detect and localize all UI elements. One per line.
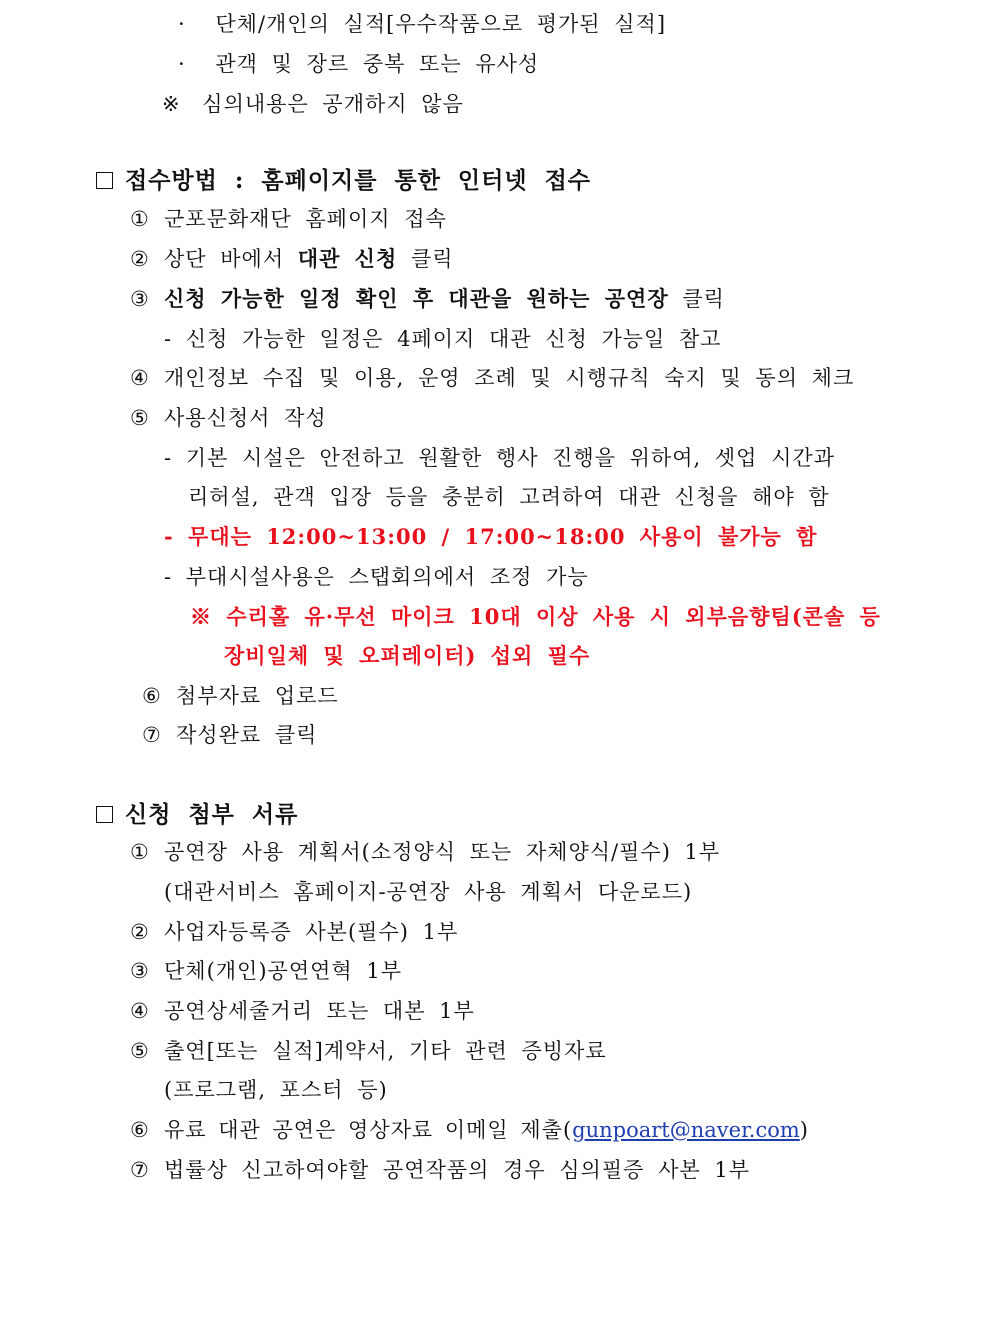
microphone-notice-cont: 장비일체 및 오퍼레이터) 섭외 필수 bbox=[224, 643, 591, 668]
section-heading-application-method bbox=[96, 162, 591, 195]
step-1 bbox=[130, 203, 447, 233]
document-item-5 bbox=[130, 1035, 607, 1065]
document-item-2 bbox=[130, 916, 458, 946]
document-item-3 bbox=[130, 955, 402, 985]
document-number: ⑤ bbox=[130, 1039, 150, 1063]
document-number: ⑦ bbox=[130, 1158, 150, 1182]
step-text: 개인정보 수집 및 이용, 운영 조례 및 시행규칙 숙지 및 동의 체크 bbox=[164, 366, 855, 390]
document-text: ) bbox=[799, 1118, 809, 1142]
step-number: ⑤ bbox=[130, 406, 150, 430]
checkbox-square-icon bbox=[96, 172, 113, 189]
criteria-text: 관객 및 장르 중복 또는 유사성 bbox=[215, 52, 540, 76]
step-number: ⑦ bbox=[142, 723, 162, 747]
step-text: 첨부자료 업로드 bbox=[176, 684, 339, 708]
step-number: ① bbox=[130, 207, 150, 231]
step-number: ③ bbox=[130, 287, 150, 311]
step-text: 사용신청서 작성 bbox=[164, 406, 327, 430]
step-text: 상단 바에서 bbox=[164, 247, 285, 271]
step-5-detail: - 기본 시설은 안전하고 원활한 행사 진행을 위하여, 셋업 시간과 bbox=[164, 446, 835, 470]
document-text: 법률상 신고하여야할 공연작품의 경우 심의필증 사본 1부 bbox=[164, 1158, 750, 1182]
bullet: · bbox=[178, 12, 186, 36]
document-text: 공연상세줄거리 또는 대본 1부 bbox=[164, 999, 475, 1023]
checkbox-square-icon bbox=[96, 806, 113, 823]
criteria-note bbox=[162, 88, 464, 118]
criteria-item bbox=[178, 48, 539, 78]
stage-restriction-notice: - 무대는 12:00~13:00 / 17:00~18:00 사용이 불가능 함 bbox=[164, 524, 818, 549]
step-text: 작성완료 클릭 bbox=[176, 723, 318, 747]
step-2 bbox=[130, 243, 454, 273]
step-number: ④ bbox=[130, 366, 150, 390]
step-text: 클릭 bbox=[682, 287, 725, 311]
step-5-detail-cont: 리허설, 관객 입장 등을 충분히 고려하여 대관 신청을 해야 함 bbox=[188, 485, 830, 509]
step-bold-text: 대관 신청 bbox=[297, 246, 398, 271]
document-text: 출연[또는 실적]계약서, 기타 관련 증빙자료 bbox=[164, 1039, 607, 1063]
document-number: ② bbox=[130, 920, 150, 944]
criteria-item bbox=[178, 8, 666, 38]
document-text: 유료 대관 공연은 영상자료 이메일 제출( bbox=[164, 1118, 573, 1142]
microphone-notice: ※ 수리홀 유·무선 마이크 10대 이상 사용 시 외부음향팀(콘솔 등 bbox=[190, 604, 881, 629]
document-number: ① bbox=[130, 840, 150, 864]
note-text: 심의내용은 공개하지 않음 bbox=[202, 92, 464, 116]
step-5-detail: - 부대시설사용은 스탭회의에서 조정 가능 bbox=[164, 565, 589, 589]
document-item-5-detail: (프로그램, 포스터 등) bbox=[164, 1078, 388, 1102]
step-number: ② bbox=[130, 247, 150, 271]
document-number: ⑥ bbox=[130, 1118, 150, 1142]
document-item-4 bbox=[130, 995, 475, 1025]
step-7 bbox=[142, 719, 317, 749]
email-link[interactable]: gunpoart@naver.com bbox=[572, 1118, 800, 1142]
document-number: ③ bbox=[130, 959, 150, 983]
step-text: 군포문화재단 홈페이지 접속 bbox=[164, 207, 447, 231]
step-text: 클릭 bbox=[410, 247, 454, 271]
document-item-6 bbox=[130, 1114, 809, 1144]
bullet: · bbox=[178, 52, 186, 76]
note-mark: ※ bbox=[162, 92, 181, 116]
step-number: ⑥ bbox=[142, 684, 162, 708]
step-3-detail: - 신청 가능한 일정은 4페이지 대관 신청 가능일 참고 bbox=[164, 327, 722, 351]
step-3 bbox=[130, 283, 725, 313]
section-heading-documents bbox=[96, 796, 298, 829]
document-text: 공연장 사용 계획서(소정양식 또는 자체양식/필수) 1부 bbox=[164, 840, 721, 864]
document-item-1-detail: (대관서비스 홈페이지-공연장 사용 계획서 다운로드) bbox=[164, 880, 693, 904]
criteria-text: 단체/개인의 실적[우수작품으로 평가된 실적] bbox=[215, 12, 667, 36]
document-text: 단체(개인)공연연혁 1부 bbox=[164, 959, 402, 983]
step-6 bbox=[142, 680, 339, 710]
document-item-1 bbox=[130, 836, 720, 866]
step-4 bbox=[130, 362, 854, 392]
section-title: 신청 첨부 서류 bbox=[125, 801, 299, 828]
section-title: 접수방법 : 홈페이지를 통한 인터넷 접수 bbox=[125, 167, 592, 194]
step-5 bbox=[130, 402, 327, 432]
step-bold-text: 신청 가능한 일정 확인 후 대관을 원하는 공연장 bbox=[164, 286, 669, 311]
document-text: 사업자등록증 사본(필수) 1부 bbox=[164, 920, 459, 944]
document-item-7 bbox=[130, 1154, 750, 1184]
document-number: ④ bbox=[130, 999, 150, 1023]
